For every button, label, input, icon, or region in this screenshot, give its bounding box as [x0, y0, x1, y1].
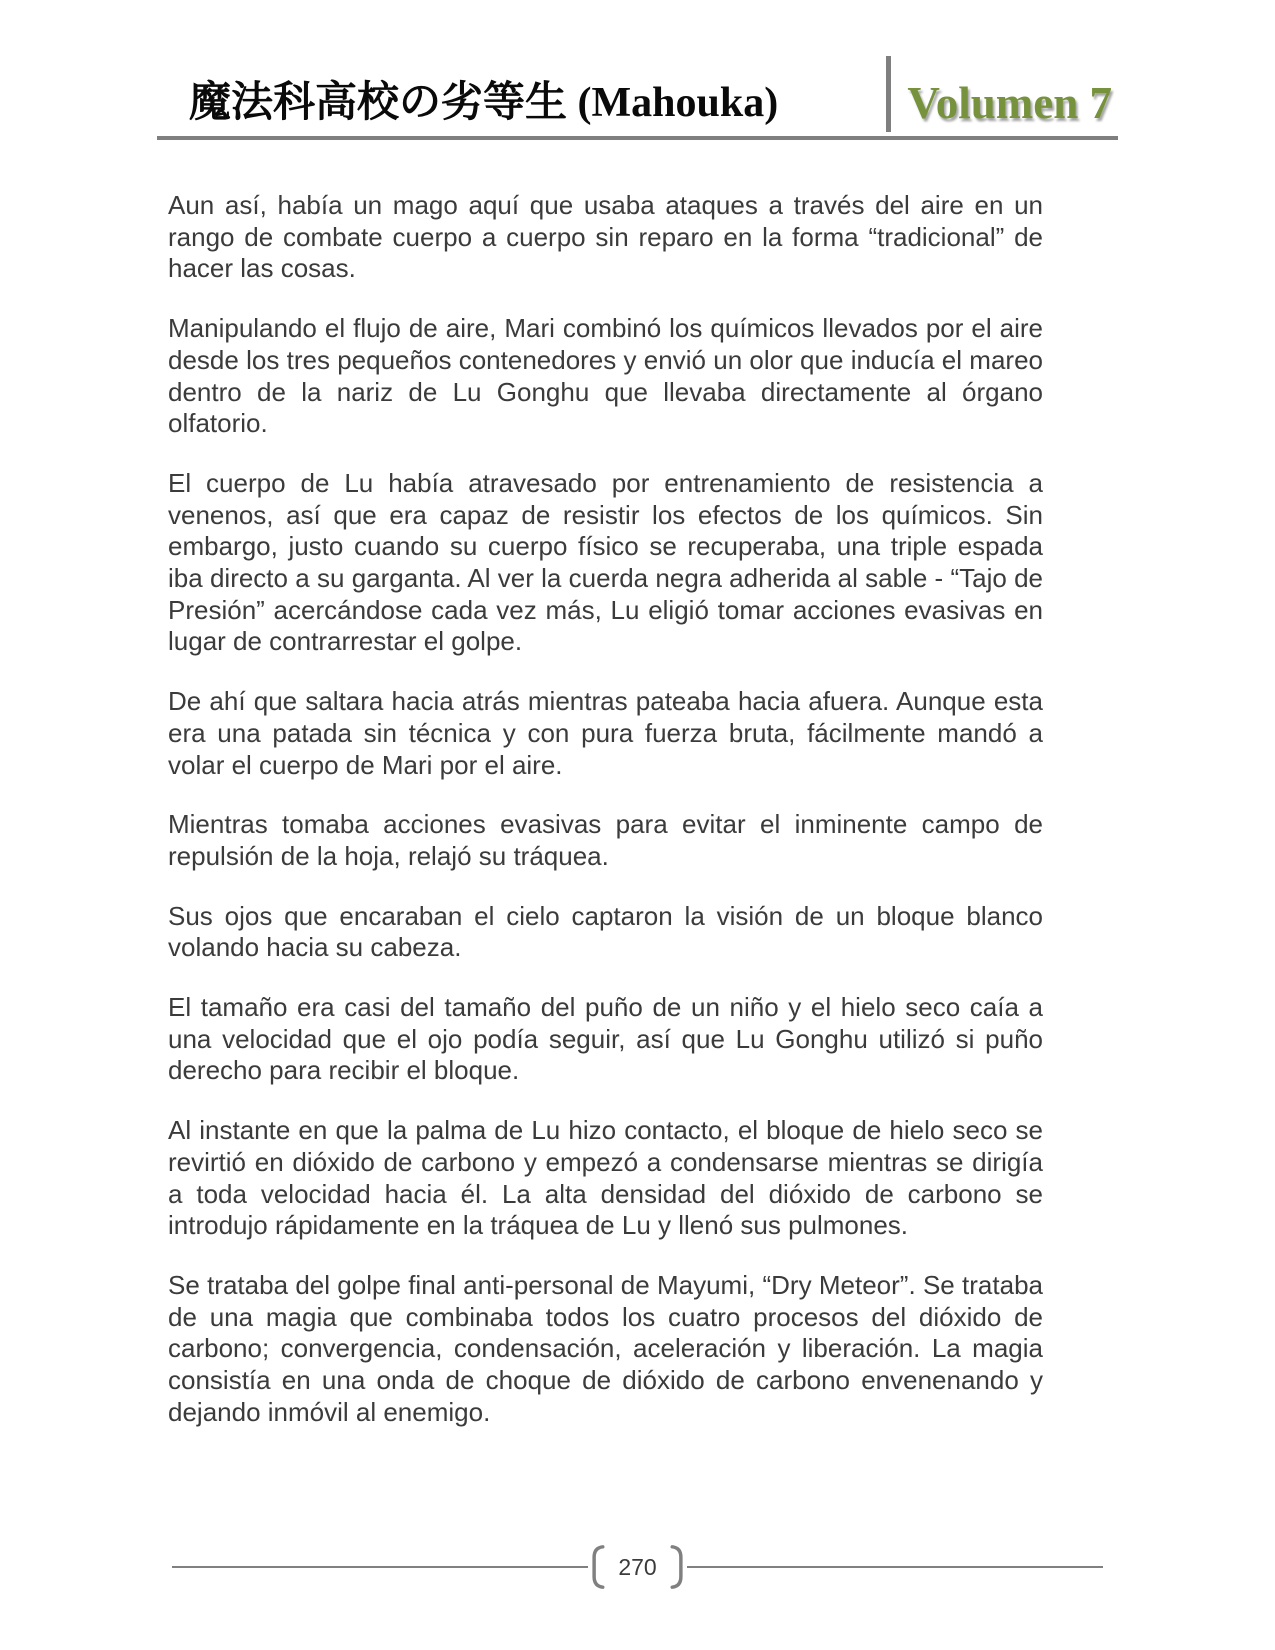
page-header — [157, 56, 1118, 140]
series-title: 魔法科高校の劣等生 (Mahouka) — [189, 80, 779, 127]
header-vertical-divider — [886, 56, 891, 132]
page-number: 270 — [618, 1554, 657, 1580]
paragraph: Mientras tomaba acciones evasivas para evitar el inminente campo de repulsión de la hoja, relajó su tráquea. — [168, 809, 1043, 871]
paragraph: El tamaño era casi del tamaño del puño de un niño y el hielo seco caía a una velocidad que el ojo podía seguir, así que Lu Gonghu utilizó si puño derecho para recibir el bloque. — [168, 992, 1043, 1086]
page-bracket-left-icon — [588, 1543, 606, 1591]
footer-rule-left — [172, 1566, 588, 1568]
volume-label: Volumen 7 — [907, 77, 1112, 128]
page-bracket-right-icon — [669, 1543, 687, 1591]
paragraph: Al instante en que la palma de Lu hizo contacto, el bloque de hielo seco se revirtió en dióxido de carbono y empezó a condensarse mientras se dirigía a toda velocidad hacia él. La alta densidad del dióxido de carbono se introdujo rápidamente en la tráquea de Lu y llenó sus pulmones. — [168, 1115, 1043, 1241]
paragraph: El cuerpo de Lu había atravesado por entrenamiento de resistencia a venenos, así que era capaz de resistir los efectos de los químicos. Sin embargo, justo cuando su cuerpo físico se recuperaba, una triple espada iba directo a su garganta. Al ver la cuerda negra adherida al sable - “Tajo de Presión” acercándose cada vez más, Lu eligió tomar acciones evasivas en lugar de contrarrestar el golpe. — [168, 467, 1043, 657]
paragraph: Se trataba del golpe final anti-personal de Mayumi, “Dry Meteor”. Se trataba de una magia que combinaba todos los cuatro procesos del dióxido de carbono; convergencia, condensación, aceleración y liberación. La magia consistía en una onda de choque de dióxido de carbono envenenando y dejando inmóvil al enemigo. — [168, 1269, 1043, 1427]
page-body-text — [168, 190, 1043, 1457]
paragraph: Aun así, había un mago aquí que usaba ataques a través del aire en un rango de combate cuerpo a cuerpo sin reparo en la forma “tradicional” de hacer las cosas. — [168, 190, 1043, 284]
header-row — [157, 56, 1118, 132]
paragraph: De ahí que saltara hacia atrás mientras pateaba hacia afuera. Aunque esta era una patada sin técnica y con pura fuerza bruta, fácilmente mandó a volar el cuerpo de Mari por el aire. — [168, 686, 1043, 780]
paragraph: Sus ojos que encaraban el cielo captaron la visión de un bloque blanco volando hacia su cabeza. — [168, 900, 1043, 963]
page-footer — [172, 1543, 1103, 1591]
footer-rule-right — [687, 1566, 1103, 1568]
paragraph: Manipulando el flujo de aire, Mari combinó los químicos llevados por el aire desde los tres pequeños contenedores y envió un olor que inducía el mareo dentro de la nariz de Lu Gonghu que llevaba directamente al órgano olfatorio. — [168, 313, 1043, 439]
